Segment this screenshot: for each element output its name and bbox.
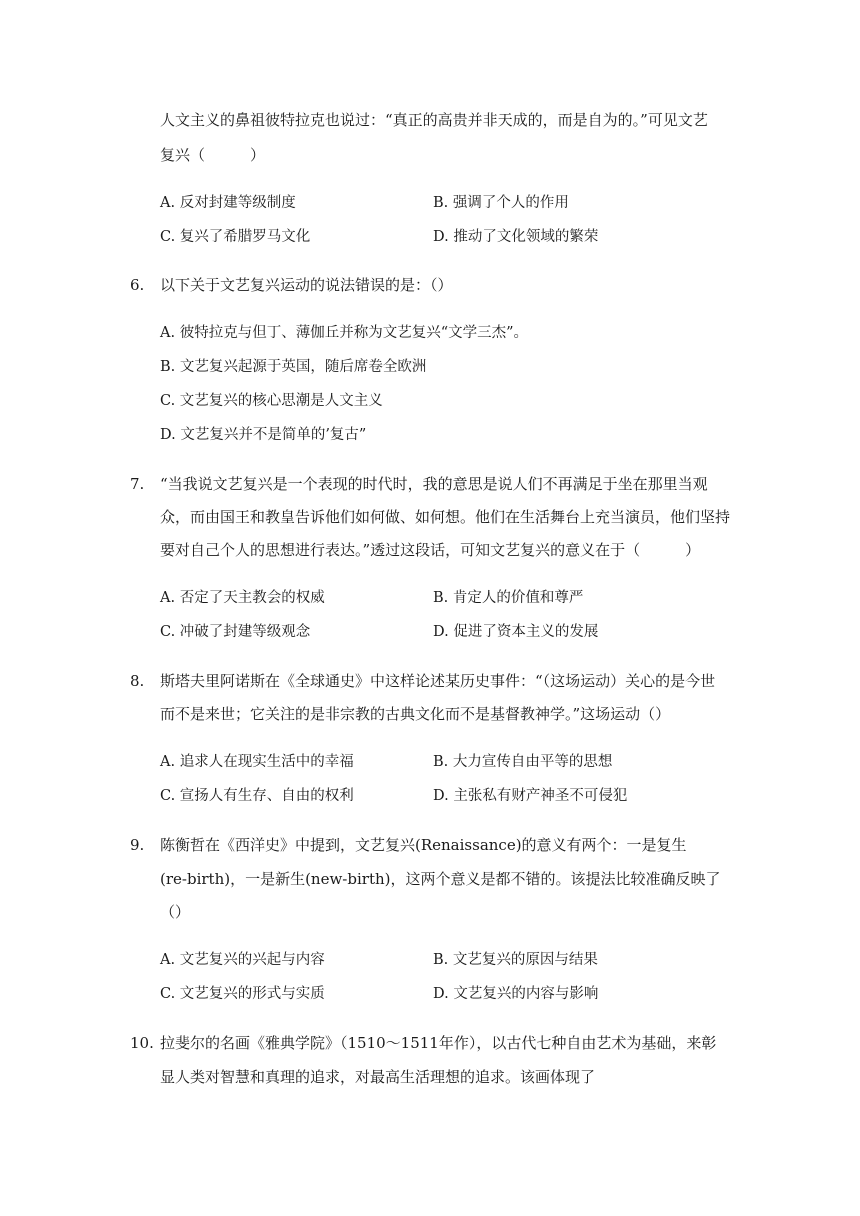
q6-option-a: A. 彼特拉克与但丁、薄伽丘并称为文艺复兴“文学三杰”。	[160, 325, 529, 341]
q5-option-b: B. 强调了个人的作用	[433, 195, 569, 211]
q7-option-c: C. 冲破了封建等级观念	[160, 624, 311, 640]
q8-option-a: A. 追求人在现实生活中的幸福	[160, 754, 354, 770]
q10-stem-line-2: 显人类对智慧和真理的追求，对最高生活理想的追求。该画体现了	[160, 1068, 596, 1086]
q8-stem-line-2: 而不是来世；它关注的是非宗教的古典文化而不是基督教神学。”这场运动（）	[160, 705, 671, 723]
q9-option-d: D. 文艺复兴的内容与影响	[433, 986, 599, 1002]
q7-number: 7.	[130, 475, 145, 493]
q7-stem-line-2: 众，而由国王和教皇告诉他们如何做、如何想。他们在生活舞台上充当演员，他们坚持	[160, 508, 731, 526]
q8-stem-line-1: 斯塔夫里阿诺斯在《全球通史》中这样论述某历史事件：“（这场运动）关心的是今世	[160, 672, 716, 690]
q5-stem-line-2: 复兴（ ）	[160, 146, 266, 164]
q6-number: 6.	[130, 276, 145, 294]
q9-option-a: A. 文艺复兴的兴起与内容	[160, 952, 325, 968]
q6-stem: 以下关于文艺复兴运动的说法错误的是：（）	[160, 276, 453, 294]
q6-option-c: C. 文艺复兴的核心思潮是人文主义	[160, 393, 383, 409]
q8-option-d: D. 主张私有财产神圣不可侵犯	[433, 788, 628, 804]
q9-number: 9.	[130, 836, 145, 854]
q5-option-d: D. 推动了文化领域的繁荣	[433, 229, 599, 245]
q9-option-b: B. 文艺复兴的原因与结果	[433, 952, 598, 968]
q8-option-c: C. 宣扬人有生存、自由的权利	[160, 788, 354, 804]
q8-option-b: B. 大力宣传自由平等的思想	[433, 754, 613, 770]
q9-stem-line-1: 陈衡哲在《西洋史》中提到，文艺复兴(Renaissance)的意义有两个：一是复生	[160, 836, 687, 854]
q6-option-d: D. 文艺复兴并不是简单的’复古”	[160, 427, 367, 443]
q6-option-b: B. 文艺复兴起源于英国，随后席卷全欧洲	[160, 359, 427, 375]
q7-option-a: A. 否定了天主教会的权威	[160, 590, 325, 606]
q7-option-b: B. 肯定人的价值和尊严	[433, 590, 584, 606]
q9-stem-line-3: （）	[160, 903, 191, 921]
q10-stem-line-1: 拉斐尔的名画《雅典学院》（1510～1511年作），以古代七种自由艺术为基础，来彰	[160, 1034, 717, 1052]
q5-option-a: A. 反对封建等级制度	[160, 195, 296, 211]
q7-option-d: D. 促进了资本主义的发展	[433, 624, 599, 640]
q5-option-c: C. 复兴了希腊罗马文化	[160, 229, 311, 245]
q5-stem-line-1: 人文主义的鼻祖彼特拉克也说过：“真正的高贵并非天成的，而是自为的。”可见文艺	[160, 111, 708, 129]
q9-stem-line-2: (re-birth)，一是新生(new-birth)，这两个意义是都不错的。该提法比较准确反映了	[160, 870, 721, 888]
q7-stem-line-3: 要对自己个人的思想进行表达。”透过这段话，可知文艺复兴的意义在于（ ）	[160, 541, 701, 559]
q8-number: 8.	[130, 672, 145, 690]
q7-stem-line-1: “当我说文艺复兴是一个表现的时代时，我的意思是说人们不再满足于坐在那里当观	[160, 475, 708, 493]
q10-number: 10.	[130, 1034, 154, 1052]
q9-option-c: C. 文艺复兴的形式与实质	[160, 986, 325, 1002]
